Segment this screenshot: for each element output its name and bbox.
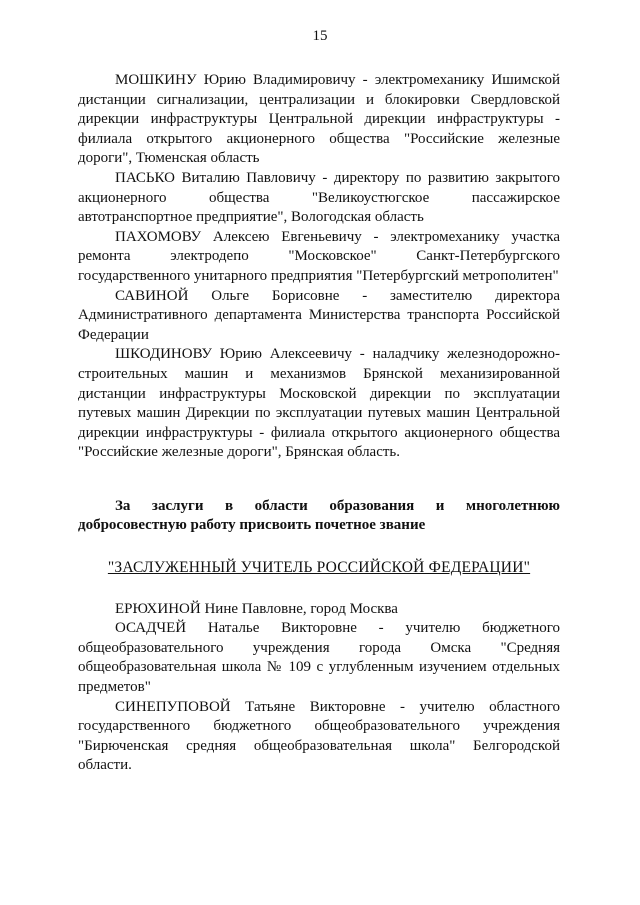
honorary-title: "ЗАСЛУЖЕННЫЙ УЧИТЕЛЬ РОССИЙСКОЙ ФЕДЕРАЦИИ" bbox=[107, 559, 531, 577]
award-paragraph-osadchaya: ОСАДЧЕЙ Наталье Викторовне - учителю бюджетного общеобразовательного учреждения города Омска "Средняя общеобразовательная школа № 109 с углубленным изучением отдельных предметов" bbox=[78, 620, 560, 696]
award-paragraph-pakhomov: ПАХОМОВУ Алексею Евгеньевичу - электромеханику участка ремонта электродепо "Московское" Санкт-Петербургского государственного унитарного предприятия "Петербургский метрополитен" bbox=[78, 228, 560, 284]
award-paragraph-pasko: ПАСЬКО Виталию Павловичу - директору по развитию закрытого акционерного общества "Великоустюгское пассажирское автотранспортное предприятие", Вологодская область bbox=[78, 169, 560, 226]
document-body bbox=[78, 71, 560, 776]
decree-heading: За заслуги в области образования и многолетнюю добросовестную работу присвоить почетное звание bbox=[78, 497, 560, 534]
page-number: 15 bbox=[312, 28, 328, 44]
award-paragraph-savina: САВИНОЙ Ольге Борисовне - заместителю директора Административного департамента Министерства транспорта Российской Федерации bbox=[78, 287, 560, 343]
award-paragraph-moshkin: МОШКИНУ Юрию Владимировичу - электромеханику Ишимской дистанции сигнализации, централизации и блокировки Свердловской дирекции инфраструктуры Центральной дирекции инфраструктуры - филиала открытого акционерного общества "Российские железные дороги", Тюменская область bbox=[78, 72, 560, 167]
award-paragraph-sinepupova: СИНЕПУПОВОЙ Татьяне Викторовне - учителю областного государственного бюджетного общеобразовательного учреждения "Бирюченская средняя общеобразовательная школа" Белгородской области. bbox=[78, 698, 560, 774]
award-paragraph-shkodinov: ШКОДИНОВУ Юрию Алексеевичу - наладчику железнодорожно-строительных машин и механизмов Брянской механизированной дистанции инфраструктуры Московской дирекции по эксплуатации путевых машин Дирекции по эксплуатации путевых машин Центральной дирекции инфраструктуры - филиала открытого акционерного общества "Российские железные дороги", Брянская область. bbox=[78, 346, 560, 461]
award-paragraph-eryukhina: ЕРЮХИНОЙ Нине Павловне, город Москва bbox=[115, 600, 398, 617]
